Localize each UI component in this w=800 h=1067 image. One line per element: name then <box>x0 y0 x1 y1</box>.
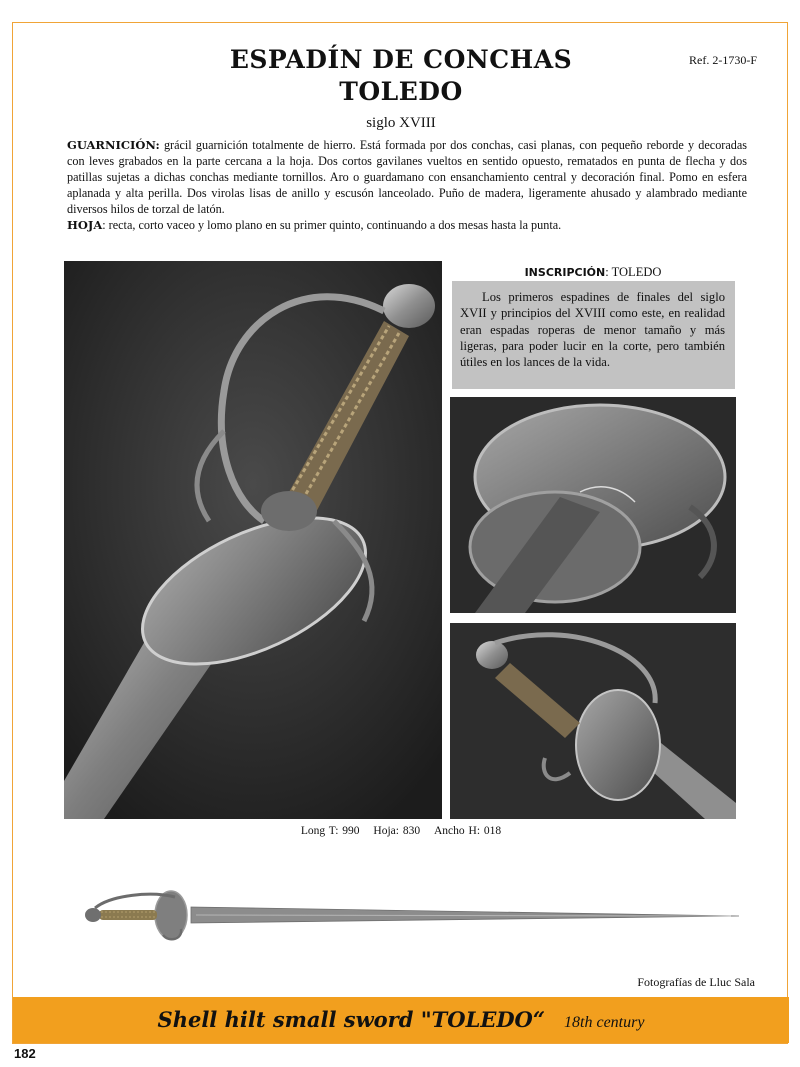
hilt-side-illustration <box>450 623 736 819</box>
full-sword-image <box>71 877 741 947</box>
reference-number: Ref. 2-1730-F <box>689 53 757 67</box>
inscription-text: : TOLEDO <box>605 265 662 279</box>
guarnicion-text: grácil guarnición totalmente de hierro. Está formada por dos conchas, casi planas, con pequeño reborde y decoradas con leves grabados en la parte cercana a la hoja. Dos cortos gavilanes vueltos en sentido opuesto, rematados en punta de flecha y dos patillas sujetas a dichas conchas mediante tornillos. Aro o guardamano con ensanchamiento central y decoración final. Pomo en esfera aplanada y alta perilla. Dos virolas lisas de anillo y escusón lanceolado. Puño de madera, ligeramente ahusado y alambrado mediante diversos hilos de torzal de latón. <box>67 138 747 217</box>
full-sword-illustration <box>71 877 741 947</box>
page-number: 182 <box>14 1046 36 1061</box>
blade-width: Ancho H: 018 <box>433 825 502 837</box>
blade-length: Hoja: 830 <box>373 825 421 837</box>
hoja-text: : recta, corto vaceo y lomo plano en su primer quinto, continuando a dos mesas hasta la punta. <box>102 218 562 233</box>
photo-hilt-main <box>64 261 442 819</box>
english-title: Shell hilt small sword "TOLEDO“ <box>157 1007 545 1032</box>
century-subtitle: siglo XVIII <box>366 115 436 131</box>
guarnicion-label: GUARNICIÓN: <box>67 138 160 152</box>
english-title-band <box>13 997 789 1043</box>
photo-credit: Fotografías de Lluc Sala <box>637 975 755 989</box>
dimensions <box>13 825 789 837</box>
historical-note: Los primeros espadines de finales del siglo XVII y principios del XVIII como este, en realidad eran espadas roperas de menor tamaño y más ligeras, para poder lucir en la corte, pero también útiles en los lances de la vida. <box>452 281 735 389</box>
page-title-line2: TOLEDO <box>339 77 463 106</box>
hilt-main-illustration <box>64 261 442 819</box>
shell-detail-illustration <box>450 397 736 613</box>
page-frame <box>12 22 788 1044</box>
page-title-line1: ESPADÍN DE CONCHAS <box>229 45 573 74</box>
photo-hilt-side <box>450 623 736 819</box>
photo-shell-detail <box>450 397 736 613</box>
english-century: 18th century <box>564 1014 645 1031</box>
hoja-label: HOJA <box>67 218 103 233</box>
inscription-label: INSCRIPCIÓN <box>524 266 606 279</box>
length-total: Long T: 990 <box>300 825 360 837</box>
inscription <box>453 265 733 280</box>
description-block <box>67 137 747 234</box>
